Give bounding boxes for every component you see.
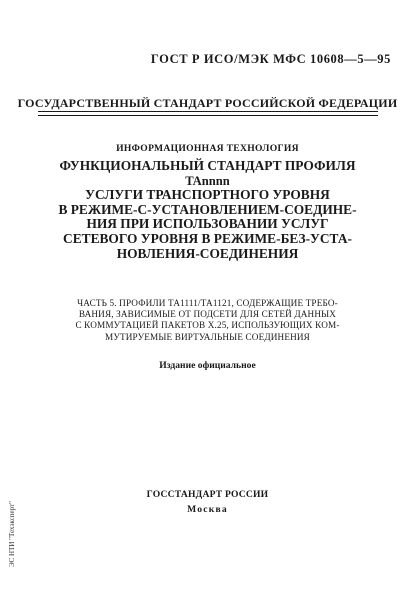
main-title-line: СЕТЕВОГО УРОВНЯ В РЕЖИМЕ-БЕЗ-УСТА- [63,230,352,246]
publisher: ГОССТАНДАРТ РОССИИ [146,489,269,500]
series-title: ИНФОРМАЦИОННАЯ ТЕХНОЛОГИЯ [116,143,299,154]
part-description [37,298,378,343]
publication-city: Москва [187,504,228,515]
main-title [40,159,375,261]
part-line: МУТИРУЕМЫЕ ВИРТУАЛЬНЫЕ СОЕДИНЕНИЯ [105,331,310,342]
part-line: ЧАСТЬ 5. ПРОФИЛИ ТА1111/ТА1121, СОДЕРЖАЩИЕ ТРЕБО- [77,298,338,308]
state-standard-heading: ГОСУДАРСТВЕННЫЙ СТАНДАРТ РОССИЙСКОЙ ФЕДЕРАЦИИ [17,96,398,110]
edition-label: Издание официальное [159,360,256,371]
main-title-line: ФУНКЦИОНАЛЬНЫЙ СТАНДАРТ ПРОФИЛЯ [59,158,356,173]
heading-rule-top [38,111,378,112]
heading-rule-bottom [38,115,378,116]
part-line: С КОММУТАЦИЕЙ ПАКЕТОВ Х.25, ИСПОЛЬЗУЮЩИХ КОМ- [75,320,340,331]
main-title-line: НОВЛЕНИЯ-СОЕДИНЕНИЯ [116,245,299,261]
part-line: ВАНИЯ, ЗАВИСИМЫЕ ОТ ПОДСЕТИ ДЛЯ СЕТЕЙ ДАННЫХ [78,309,337,320]
main-title-line: В РЕЖИМЕ-С-УСТАНОВЛЕНИЕМ-СОЕДИНЕ- [58,201,357,217]
gost-number: ГОСТ Р ИСО/МЭК МФС 10608—5—95 [150,52,391,66]
side-stamp: ЭС НТИ "Техэксперт" [8,501,16,567]
main-title-line: УСЛУГИ ТРАНСПОРТНОГО УРОВНЯ [85,187,330,203]
main-title-line: НИЯ ПРИ ИСПОЛЬЗОВАНИИ УСЛУГ [86,216,329,232]
profile-code: TAnnnn [185,173,230,188]
